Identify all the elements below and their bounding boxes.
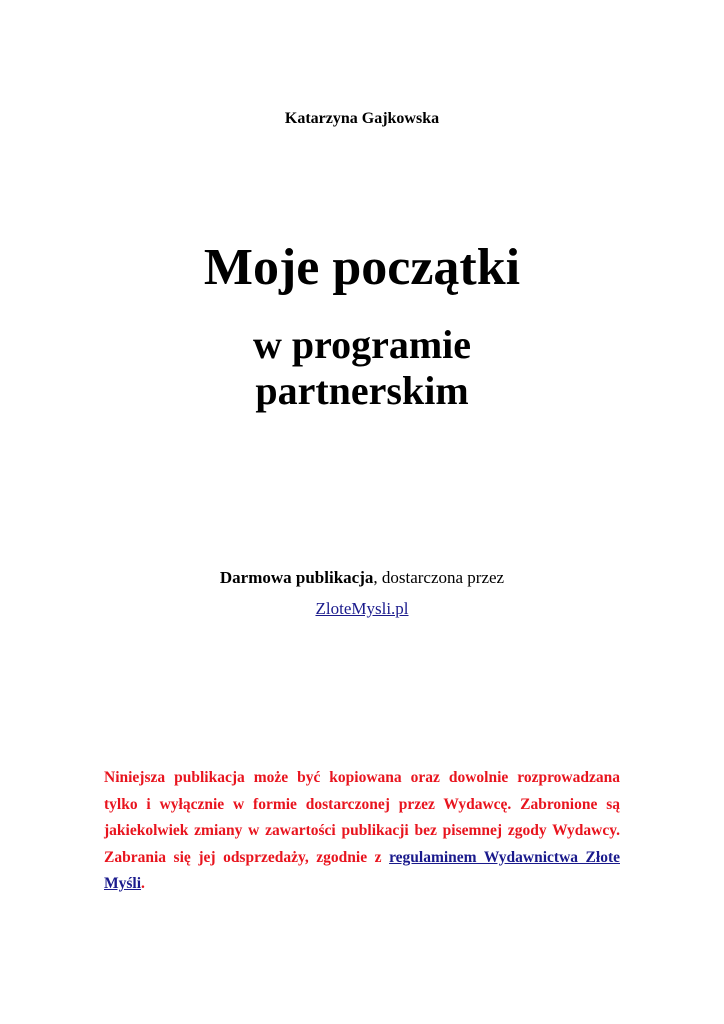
zlotemysli-link[interactable]: ZloteMysli.pl [315,599,409,618]
title-subtitle [0,322,724,414]
title-line-2: w programie [252,322,472,367]
copyright-notice [104,765,620,898]
author-name: Katarzyna Gajkowska [284,110,440,127]
title-line-3: partnerskim [255,368,469,413]
publication-rest: , dostarczona przez [373,568,505,587]
site-link-container [0,599,724,619]
regulations-link[interactable]: regulaminem Wydawnictwa Złote Myśli [104,848,620,892]
publication-label: Darmowa publikacja [219,568,374,587]
title-main: Moje początki [203,239,521,296]
publication-line [0,568,724,588]
notice-text: Niniejsza publikacja może być kopiowana oraz dowolnie rozprowadzana tylko i wyłącznie w formie dostarczonej przez Wydawcę. Zabronione są jakiekolwiek zmiany w zawartości publikacji bez pisemnej zgody Wydawcy. Zabrania się jej odsprzedaży, zgodnie z [104,769,620,866]
notice-end: . [141,875,145,892]
